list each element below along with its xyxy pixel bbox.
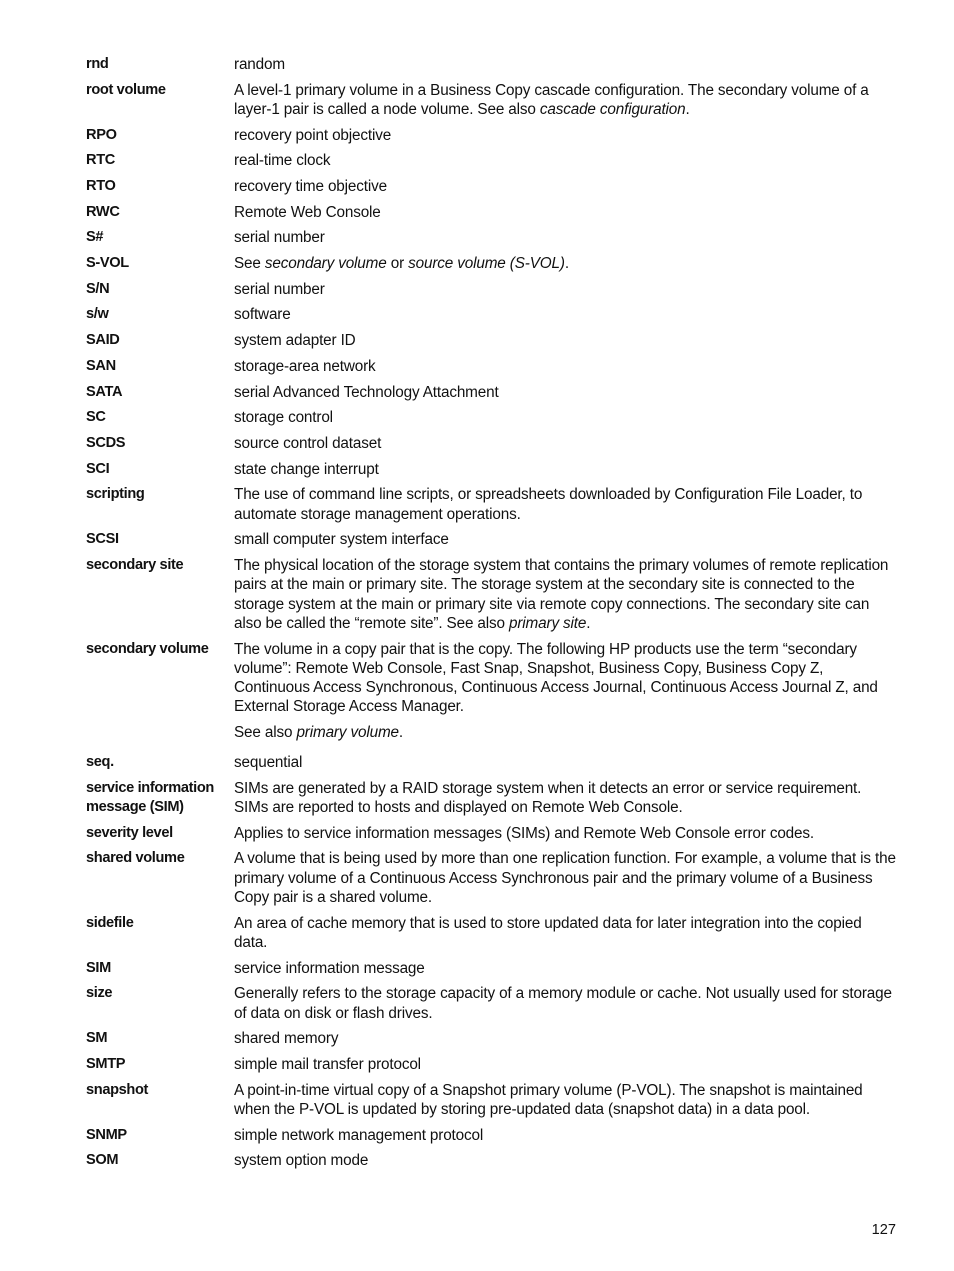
definition-paragraph <box>234 280 898 299</box>
glossary-definition <box>234 485 898 524</box>
glossary-term: S-VOL <box>86 255 129 272</box>
page-number: 127 <box>871 1222 896 1238</box>
definition-paragraph <box>234 151 898 170</box>
glossary-term: sidefile <box>86 914 134 931</box>
glossary-term: RTO <box>86 178 116 195</box>
definition-text: system option mode <box>234 1152 369 1170</box>
glossary-definition <box>234 849 898 907</box>
glossary-entry <box>86 1151 898 1170</box>
glossary-definition <box>234 460 898 479</box>
glossary-term: SM <box>86 1030 108 1047</box>
definition-text: A level-1 primary volume in a Business Copy cascade configuration. The secondary volume of a layer-1 pair is called a node volume. See also <box>234 81 869 118</box>
glossary-definition <box>234 81 898 120</box>
definition-text: software <box>234 306 291 324</box>
definition-paragraph <box>234 177 898 196</box>
definition-paragraph <box>234 383 898 402</box>
definition-text: . <box>685 100 690 118</box>
definition-paragraph <box>234 434 898 453</box>
definition-paragraph <box>234 1151 898 1170</box>
definition-paragraph <box>234 55 898 74</box>
definition-text: Generally refers to the storage capacity of a memory module or cache. Not usually used for storage of data on disk or flash drives. <box>234 985 892 1022</box>
glossary-term: s/w <box>86 306 109 323</box>
glossary-entry <box>86 408 898 427</box>
definition-text: The use of command line scripts, or spreadsheets downloaded by Configuration File Loader, to automate storage management operations. <box>234 486 863 523</box>
glossary-definition <box>234 1151 898 1170</box>
glossary-term: SNMP <box>86 1126 127 1143</box>
glossary-term: secondary volume <box>86 640 209 657</box>
definition-paragraph <box>234 254 898 273</box>
glossary-term: SCDS <box>86 434 126 451</box>
definition-paragraph <box>234 1055 898 1074</box>
glossary-entry <box>86 126 898 145</box>
definition-paragraph <box>234 485 898 524</box>
glossary-entry <box>86 914 898 953</box>
definition-text: real-time clock <box>234 152 331 170</box>
definition-paragraph <box>234 1126 898 1145</box>
definition-paragraph <box>234 849 898 907</box>
definition-text: serial number <box>234 229 325 247</box>
definition-text: source control dataset <box>234 434 382 452</box>
definition-paragraph <box>234 723 898 742</box>
definition-text: A point-in-time virtual copy of a Snapshot primary volume (P-VOL). The snapshot is maintained when the P-VOL is updated by storing pre-updated data (snapshot data) in a data pool. <box>234 1081 863 1118</box>
glossary-definition <box>234 203 898 222</box>
glossary-term: SIM <box>86 959 111 976</box>
glossary-definition <box>234 434 898 453</box>
glossary-definition <box>234 556 898 633</box>
glossary-definition <box>234 640 898 742</box>
glossary-entry <box>86 959 898 978</box>
glossary-definition <box>234 383 898 402</box>
definition-paragraph <box>234 357 898 376</box>
cross-reference: cascade configuration <box>539 100 686 118</box>
glossary-term: RTC <box>86 152 115 169</box>
definition-paragraph <box>234 1029 898 1048</box>
glossary-entry <box>86 305 898 324</box>
glossary-entry <box>86 434 898 453</box>
cross-reference: primary site <box>509 614 587 632</box>
glossary-term: SC <box>86 409 106 426</box>
definition-paragraph <box>234 1081 898 1120</box>
definition-text: system adapter ID <box>234 332 356 350</box>
glossary-list <box>86 55 898 1177</box>
glossary-entry <box>86 824 898 843</box>
definition-text: . <box>398 723 404 741</box>
glossary-definition <box>234 914 898 953</box>
definition-text: shared memory <box>234 1030 339 1048</box>
glossary-entry <box>86 530 898 549</box>
glossary-entry <box>86 254 898 273</box>
cross-reference: secondary volume <box>264 255 387 273</box>
definition-text: The volume in a copy pair that is the copy. The following HP products use the term “secondary volume”: Remote Web Console, Fast Snap, Snapshot, Business Copy, Business Copy Z, Continuous Access Synchronous, Continuous Access Journal, Continuous Access Journal Z, and External Storage Access Manager. <box>234 640 878 716</box>
definition-text: Applies to service information messages (SIMs) and Remote Web Console error codes. <box>234 824 814 842</box>
glossary-term: SAID <box>86 332 120 349</box>
glossary-term: SAN <box>86 357 116 374</box>
glossary-entry <box>86 640 898 742</box>
glossary-definition <box>234 1029 898 1048</box>
definition-text: An area of cache memory that is used to store updated data for later integration into the copied data. <box>234 914 862 951</box>
glossary-entry <box>86 331 898 350</box>
glossary-entry <box>86 1055 898 1074</box>
glossary-definition <box>234 408 898 427</box>
definition-text: . <box>586 614 591 632</box>
definition-paragraph <box>234 126 898 145</box>
glossary-term: scripting <box>86 486 145 503</box>
glossary-entry <box>86 460 898 479</box>
definition-paragraph <box>234 408 898 427</box>
definition-text: serial number <box>234 280 325 298</box>
definition-text: See also <box>234 723 297 741</box>
glossary-entry <box>86 779 898 818</box>
definition-paragraph <box>234 460 898 479</box>
definition-paragraph <box>234 81 898 120</box>
definition-text: A volume that is being used by more than one replication function. For example, a volume that is the primary volume of a Continuous Access Synchronous pair and the primary volume of a Business Copy pair is a shared volume. <box>234 850 896 906</box>
glossary-definition <box>234 824 898 843</box>
glossary-definition <box>234 984 898 1023</box>
definition-text: See <box>234 255 265 273</box>
definition-text: recovery time objective <box>234 178 387 196</box>
glossary-term: snapshot <box>86 1081 149 1098</box>
glossary-term: SMTP <box>86 1056 126 1073</box>
glossary-definition <box>234 959 898 978</box>
definition-text: random <box>234 56 285 73</box>
definition-paragraph <box>234 914 898 953</box>
definition-text: SIMs are generated by a RAID storage system when it detects an error or service requirement. SIMs are reported to hosts and displayed on Remote Web Console. <box>234 779 862 817</box>
glossary-definition <box>234 126 898 145</box>
glossary-entry <box>86 849 898 907</box>
glossary-entry <box>86 556 898 633</box>
glossary-entry <box>86 485 898 524</box>
definition-paragraph <box>234 556 898 633</box>
definition-paragraph <box>234 640 898 717</box>
glossary-definition <box>234 1126 898 1145</box>
glossary-entry <box>86 383 898 402</box>
cross-reference: source volume (S-VOL) <box>408 255 565 273</box>
glossary-entry <box>86 280 898 299</box>
glossary-term: SCI <box>86 460 110 477</box>
glossary-definition <box>234 254 898 273</box>
glossary-definition <box>234 1081 898 1120</box>
definition-text: recovery point objective <box>234 126 392 144</box>
glossary-definition <box>234 151 898 170</box>
glossary-term: shared volume <box>86 850 185 867</box>
glossary-entry <box>86 984 898 1023</box>
glossary-definition <box>234 305 898 324</box>
definition-text: simple mail transfer protocol <box>234 1056 421 1074</box>
glossary-entry <box>86 81 898 120</box>
glossary-term: S# <box>86 229 104 246</box>
definition-text: state change interrupt <box>234 460 379 478</box>
glossary-entry <box>86 203 898 222</box>
definition-text: storage control <box>234 409 333 427</box>
glossary-definition <box>234 177 898 196</box>
glossary-definition <box>234 779 898 818</box>
glossary-definition <box>234 1055 898 1074</box>
glossary-definition <box>234 228 898 247</box>
glossary-term: root volume <box>86 81 166 98</box>
glossary-definition <box>234 331 898 350</box>
glossary-term: size <box>86 985 113 1002</box>
definition-text: Remote Web Console <box>234 203 381 221</box>
glossary-entry <box>86 357 898 376</box>
glossary-entry <box>86 1029 898 1048</box>
glossary-term: S/N <box>86 280 110 297</box>
definition-text: storage-area network <box>234 357 376 375</box>
definition-text: serial Advanced Technology Attachment <box>234 383 499 401</box>
definition-text: . <box>564 255 569 273</box>
glossary-term: RPO <box>86 126 117 143</box>
glossary-term: RWC <box>86 203 120 220</box>
glossary-entry <box>86 1126 898 1145</box>
definition-text: simple network management protocol <box>234 1126 484 1144</box>
glossary-entry <box>86 151 898 170</box>
definition-paragraph <box>234 779 898 818</box>
cross-reference: primary volume <box>296 723 399 741</box>
definition-paragraph <box>234 824 898 843</box>
glossary-entry <box>86 177 898 196</box>
definition-paragraph <box>234 305 898 324</box>
glossary-term: SCSI <box>86 531 119 548</box>
glossary-definition <box>234 55 898 74</box>
glossary-term: secondary site <box>86 556 184 573</box>
definition-text: The physical location of the storage system that contains the primary volumes of remote replication pairs at the main or primary site. The storage system at the secondary site is connected to the storage system at the main or primary site via remote copy connections. The secondary site can also be called the “remote site”. See also <box>234 556 889 632</box>
glossary-definition <box>234 357 898 376</box>
glossary-definition <box>234 280 898 299</box>
glossary-entry <box>86 753 898 772</box>
glossary-term: SATA <box>86 383 123 400</box>
glossary-term: service information message (SIM) <box>86 779 214 816</box>
definition-paragraph <box>234 530 898 549</box>
definition-paragraph <box>234 959 898 978</box>
definition-paragraph <box>234 331 898 350</box>
glossary-term: rnd <box>86 56 109 72</box>
definition-text: small computer system interface <box>234 531 449 549</box>
glossary-entry <box>86 228 898 247</box>
glossary-entry <box>86 1081 898 1120</box>
glossary-definition <box>234 530 898 549</box>
glossary-term: SOM <box>86 1152 119 1169</box>
definition-paragraph <box>234 228 898 247</box>
definition-text: or <box>386 255 409 273</box>
glossary-term: severity level <box>86 824 173 841</box>
definition-text: sequential <box>234 754 303 772</box>
glossary-entry <box>86 55 898 74</box>
definition-paragraph <box>234 203 898 222</box>
definition-text: service information message <box>234 959 425 977</box>
glossary-term: seq. <box>86 754 114 771</box>
definition-paragraph <box>234 984 898 1023</box>
glossary-definition <box>234 753 898 772</box>
definition-paragraph <box>234 753 898 772</box>
